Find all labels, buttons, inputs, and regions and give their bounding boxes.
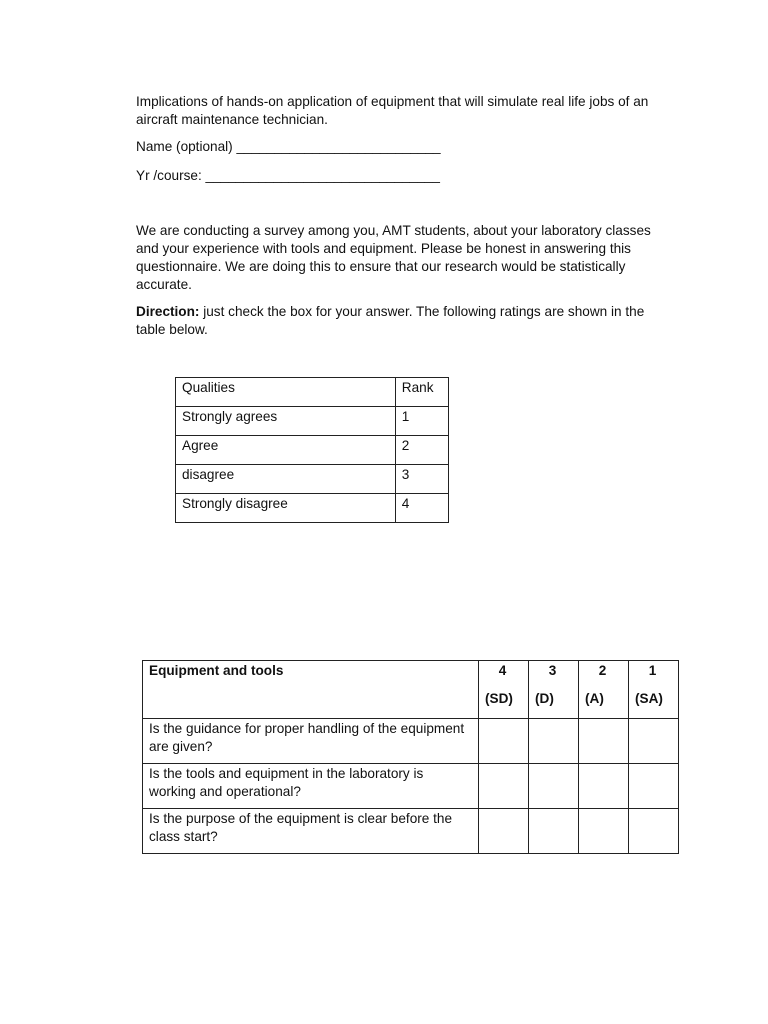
question-row — [143, 719, 679, 764]
scale-abbr: (SD) — [485, 691, 513, 706]
ratings-row — [176, 407, 449, 436]
direction-label: Direction: — [136, 304, 200, 319]
question-row — [143, 764, 679, 809]
direction-paragraph — [136, 303, 676, 339]
ratings-header-qualities: Qualities — [176, 378, 396, 407]
equipment-survey-table — [142, 660, 679, 854]
equipment-header-row — [143, 661, 679, 719]
direction-text: just check the box for your answer. The following ratings are shown in the table below. — [136, 304, 645, 337]
answer-checkbox-a[interactable] — [579, 809, 629, 854]
yr-course-label: Yr /course: — [136, 168, 202, 183]
answer-checkbox-d[interactable] — [529, 719, 579, 764]
ratings-rank: 2 — [395, 436, 448, 465]
ratings-header-row — [176, 378, 449, 407]
ratings-rank: 4 — [395, 494, 448, 523]
ratings-row — [176, 465, 449, 494]
scale-number: 4 — [498, 663, 507, 678]
name-label: Name (optional) — [136, 139, 233, 154]
name-line — [136, 138, 676, 156]
ratings-table — [175, 377, 449, 523]
scale-number: 3 — [548, 663, 557, 678]
ratings-quality: Strongly disagree — [176, 494, 396, 523]
answer-checkbox-d[interactable] — [529, 809, 579, 854]
ratings-row — [176, 494, 449, 523]
question-text: Is the purpose of the equipment is clear before the class start? — [143, 809, 479, 854]
answer-checkbox-a[interactable] — [579, 719, 629, 764]
ratings-rank: 3 — [395, 465, 448, 494]
scale-number: 2 — [598, 663, 607, 678]
scale-abbr: (SA) — [635, 691, 663, 706]
question-text: Is the guidance for proper handling of the equipment are given? — [143, 719, 479, 764]
scale-header-sa — [629, 661, 679, 719]
scale-number: 1 — [648, 663, 657, 678]
answer-checkbox-sd[interactable] — [479, 764, 529, 809]
scale-header-d — [529, 661, 579, 719]
yr-course-blank-field[interactable]: _______________________________ — [201, 168, 440, 183]
scale-abbr: (A) — [585, 691, 604, 706]
ratings-quality: Agree — [176, 436, 396, 465]
scale-header-a — [579, 661, 629, 719]
ratings-quality: Strongly agrees — [176, 407, 396, 436]
scale-header-sd — [479, 661, 529, 719]
answer-checkbox-sa[interactable] — [629, 809, 679, 854]
document-title: Implications of hands-on application of equipment that will simulate real life jobs of an aircraft maintenance technician. — [136, 94, 649, 127]
question-text: Is the tools and equipment in the laboratory is working and operational? — [143, 764, 479, 809]
ratings-rank: 1 — [395, 407, 448, 436]
answer-checkbox-sa[interactable] — [629, 764, 679, 809]
answer-checkbox-d[interactable] — [529, 764, 579, 809]
answer-checkbox-sa[interactable] — [629, 719, 679, 764]
survey-paragraph: We are conducting a survey among you, AMT students, about your laboratory classes and your experience with tools and equipment. Please be honest in answering this questionnaire. We are doing this to ensure that our research would be statistically accurate. — [136, 223, 651, 292]
name-blank-field[interactable]: ___________________________ — [232, 139, 441, 154]
equipment-header-label: Equipment and tools — [143, 661, 479, 719]
yr-course-line — [136, 167, 676, 185]
answer-checkbox-a[interactable] — [579, 764, 629, 809]
answer-checkbox-sd[interactable] — [479, 719, 529, 764]
question-row — [143, 809, 679, 854]
ratings-quality: disagree — [176, 465, 396, 494]
scale-abbr: (D) — [535, 691, 554, 706]
answer-checkbox-sd[interactable] — [479, 809, 529, 854]
ratings-header-rank: Rank — [395, 378, 448, 407]
ratings-row — [176, 436, 449, 465]
